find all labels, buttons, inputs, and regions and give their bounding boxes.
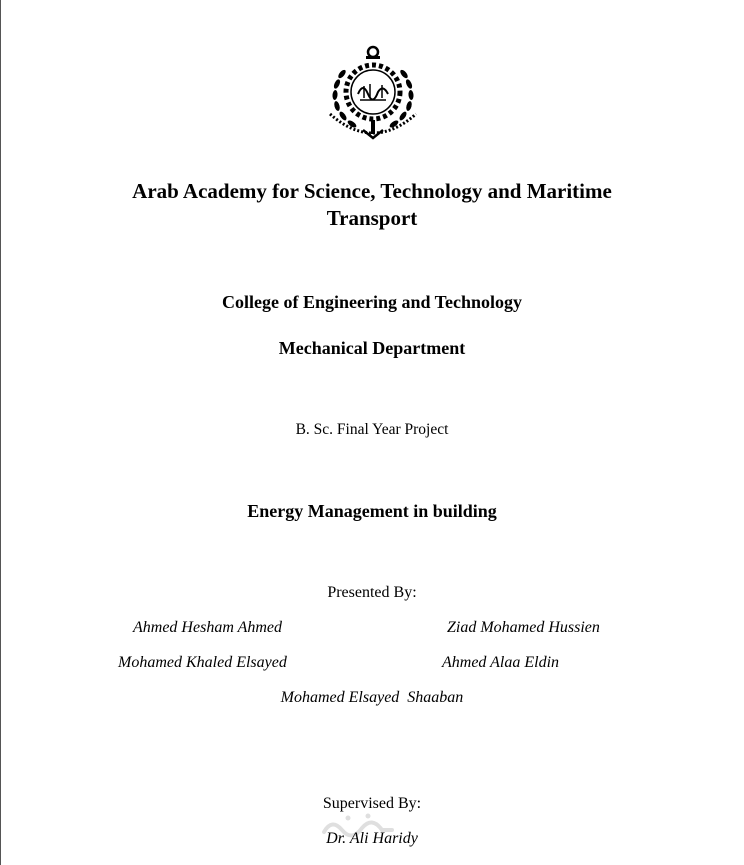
- project-title: Energy Management in building: [247, 501, 497, 521]
- institution-name-line1: Arab Academy for Science, Technology and Maritime: [132, 179, 612, 203]
- project-type: B. Sc. Final Year Project: [295, 421, 449, 438]
- student-name: Mohamed Elsayed Shaaban: [280, 689, 464, 706]
- student-name: Ahmed Hesham Ahmed: [133, 619, 283, 636]
- department-name: Mechanical Department: [278, 338, 466, 358]
- student-name: Ziad Mohamed Hussien: [447, 619, 600, 636]
- institution-name: [0, 178, 744, 232]
- academy-emblem-icon: [318, 44, 428, 144]
- institution-name-line2: Transport: [326, 206, 418, 230]
- student-name: Ahmed Alaa Eldin: [442, 654, 560, 671]
- supervisor-name: Dr. Ali Haridy: [326, 830, 418, 847]
- presented-by-label: Presented By:: [327, 584, 417, 601]
- student-name: Mohamed Khaled Elsayed: [118, 654, 287, 671]
- supervised-by-label: Supervised By:: [322, 795, 422, 812]
- college-name: College of Engineering and Technology: [221, 292, 523, 312]
